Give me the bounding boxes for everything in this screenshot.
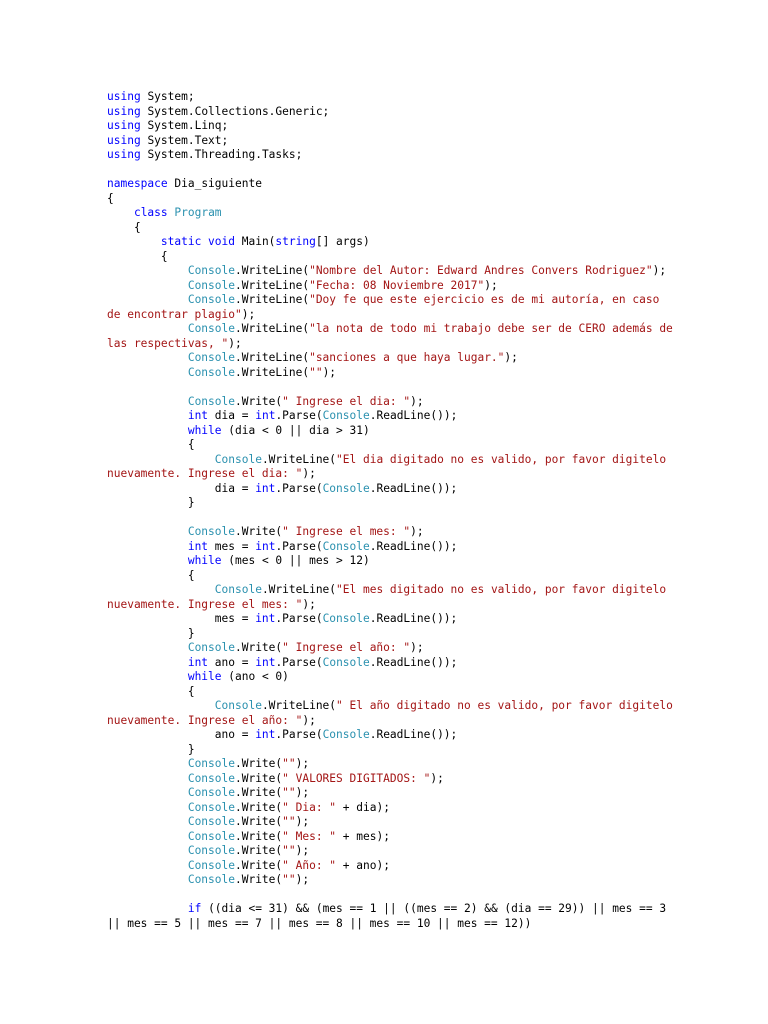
code-text (107, 757, 188, 770)
code-text: ); (241, 307, 256, 321)
code-type: Console (187, 757, 235, 770)
code-string: " Dia: " (282, 800, 337, 814)
code-keyword: using (107, 148, 141, 161)
code-text: .Write( (234, 800, 283, 814)
code-text: .WriteLine( (261, 452, 337, 466)
code-type: Console (187, 322, 235, 335)
code-line (107, 873, 667, 888)
code-text: || mes == 5 || mes == 7 || mes == 8 || mes == 10 || mes == 12)) (107, 916, 532, 930)
code-type: Console (187, 800, 235, 814)
code-string: "" (282, 844, 296, 857)
code-keyword: int (255, 655, 276, 669)
code-type: Console (187, 278, 235, 292)
code-string: de encontrar plagio" (107, 307, 242, 321)
code-keyword: namespace (107, 177, 168, 190)
code-text: .Parse( (275, 612, 323, 625)
code-type: Console (187, 351, 235, 364)
code-text: (mes < 0 || mes > 12) (228, 554, 370, 567)
code-type: Console (322, 481, 370, 495)
code-line (107, 424, 667, 439)
code-text: .ReadLine()); (369, 655, 458, 669)
code-line (107, 656, 667, 671)
code-keyword: class (133, 206, 168, 219)
code-line (107, 699, 673, 714)
code-text: .ReadLine()); (369, 539, 458, 553)
code-type: Program (174, 206, 222, 219)
code-line (107, 757, 667, 772)
code-text: .Parse( (275, 539, 323, 553)
code-string: "Nombre del Autor: Edward Andres Convers Rodriguez" (309, 264, 653, 277)
code-line (107, 496, 667, 511)
code-line (107, 685, 667, 700)
code-type: Console (322, 539, 370, 553)
code-line (107, 786, 667, 801)
code-line (107, 612, 667, 627)
code-text (107, 699, 215, 712)
code-line (107, 453, 667, 468)
code-line (107, 177, 667, 192)
code-string: "" (282, 873, 296, 886)
code-text: ); (295, 815, 310, 828)
code-text: mes = (214, 539, 256, 553)
code-text: ); (410, 394, 424, 408)
code-text: .Write( (234, 873, 283, 886)
code-text: ano = (214, 655, 256, 669)
code-string: las respectivas, " (107, 336, 229, 350)
code-text: .Write( (234, 844, 283, 857)
code-type: Console (187, 365, 235, 379)
code-text: .WriteLine( (234, 278, 310, 292)
code-type: Console (187, 293, 235, 306)
code-string: nuevamente. Ingrese el año: " (107, 713, 303, 727)
code-line (107, 569, 667, 584)
code-line (107, 801, 667, 816)
code-text (107, 815, 188, 828)
code-line (107, 351, 667, 366)
code-text: } (107, 742, 195, 756)
code-string: "El dia digitado no es valido, por favor digitelo (336, 452, 667, 466)
code-text (107, 453, 215, 466)
code-line (107, 308, 667, 323)
code-line (107, 670, 667, 685)
code-line (107, 366, 667, 381)
code-text (107, 293, 188, 306)
code-text (107, 525, 188, 538)
code-line (107, 293, 667, 308)
code-string: "Fecha: 08 Noviembre 2017" (309, 278, 485, 292)
code-text: ano = (107, 728, 256, 741)
code-text: } (107, 496, 195, 509)
code-text: (dia < 0 || dia > 31) (228, 423, 370, 437)
code-text: .Write( (234, 641, 283, 654)
code-line (107, 540, 667, 555)
code-text (107, 830, 188, 843)
code-string: "la nota de todo mi trabajo debe ser de CERO además de (309, 322, 673, 335)
code-string: " VALORES DIGITADOS: " (282, 771, 431, 785)
code-line (107, 627, 667, 642)
code-type: Console (322, 728, 370, 741)
code-string: "El mes digitado no es valido, por favor digitelo (336, 583, 667, 596)
code-text (107, 424, 188, 437)
code-text: .WriteLine( (261, 699, 337, 712)
code-text: .Write( (234, 757, 283, 770)
code-text: .Write( (234, 771, 283, 785)
code-text: System.Linq; (147, 119, 229, 132)
code-line (107, 772, 667, 787)
code-text (107, 351, 188, 364)
code-string: " Mes: " (282, 829, 337, 843)
code-text (107, 670, 188, 683)
code-text (107, 844, 188, 857)
code-text: ); (295, 844, 310, 857)
code-line (107, 90, 667, 105)
code-text: System.Threading.Tasks; (147, 148, 303, 161)
code-text: .WriteLine( (261, 583, 337, 596)
code-text (107, 902, 188, 915)
code-line (107, 163, 667, 178)
code-line (107, 322, 673, 337)
code-text (107, 656, 188, 669)
code-text: dia = (214, 409, 256, 422)
code-line (107, 395, 667, 410)
code-text: } (107, 626, 195, 640)
code-text (107, 583, 215, 596)
code-keyword: int (255, 728, 276, 741)
code-keyword: using (107, 104, 141, 118)
code-keyword: int (187, 539, 209, 553)
code-line (107, 859, 667, 874)
code-type: Console (187, 525, 235, 538)
code-text: ); (295, 873, 310, 886)
code-string: " El año digitado no es valido, por favor digitelo (336, 699, 673, 712)
code-text: ); (295, 757, 310, 770)
code-type: Console (214, 583, 262, 596)
code-string: "" (282, 786, 296, 799)
code-text: + ano); (342, 858, 390, 872)
code-text (107, 322, 188, 335)
code-text: dia = (107, 481, 256, 495)
code-text: System.Text; (147, 133, 229, 147)
code-text (107, 395, 188, 408)
code-type: Console (187, 829, 235, 843)
code-line (107, 888, 667, 903)
code-type: Console (214, 452, 262, 466)
code-line (107, 409, 667, 424)
code-line (107, 714, 667, 729)
code-string: " Ingrese el dia: " (282, 394, 411, 408)
code-text (107, 235, 161, 248)
code-line (107, 206, 667, 221)
code-keyword: while (187, 423, 222, 437)
code-text: ); (302, 467, 316, 480)
code-line (107, 337, 667, 352)
code-type: Console (214, 699, 262, 712)
code-text: Dia_siguiente (174, 177, 262, 190)
code-string: "" (309, 365, 323, 379)
code-line (107, 192, 667, 207)
code-text: .ReadLine()); (369, 481, 458, 495)
code-text: .Write( (234, 858, 283, 872)
code-text (107, 206, 134, 219)
code-text: .Parse( (275, 655, 323, 669)
code-text: ); (322, 365, 337, 379)
code-line (107, 264, 667, 279)
code-text: ); (302, 713, 316, 727)
code-type: Console (322, 409, 370, 422)
code-text (107, 264, 188, 277)
code-text (107, 554, 188, 567)
code-string: nuevamente. Ingrese el mes: " (107, 597, 303, 611)
code-line (107, 511, 667, 526)
code-line (107, 815, 667, 830)
code-text: System; (147, 90, 195, 103)
code-text: .Write( (234, 815, 283, 828)
code-line (107, 250, 667, 265)
code-text: .WriteLine( (234, 365, 310, 379)
code-keyword: while (187, 670, 222, 683)
code-type: Console (187, 844, 235, 857)
code-text: ); (295, 786, 310, 799)
code-string: "Doy fe que este ejercicio es de mi autoría, en caso (309, 293, 660, 306)
code-type: Console (322, 612, 370, 625)
code-text: ((dia <= 31) && (mes == 1 || ((mes == 2) && (dia == 29)) || mes == 3 (208, 902, 667, 915)
code-text (107, 409, 188, 422)
code-keyword: if (187, 902, 202, 915)
code-text: ); (484, 278, 498, 292)
code-type: Console (187, 873, 235, 886)
code-text (107, 279, 188, 292)
code-type: Console (187, 858, 235, 872)
code-text: + dia); (342, 800, 390, 814)
code-text: { (107, 249, 168, 263)
code-line (107, 380, 667, 395)
code-text: ); (410, 525, 424, 538)
code-keyword: int (187, 655, 209, 669)
code-line (107, 844, 667, 859)
code-line (107, 148, 667, 163)
code-text: .Parse( (275, 409, 323, 422)
code-text: .Parse( (275, 481, 323, 495)
code-line (107, 598, 667, 613)
code-line (107, 525, 667, 540)
code-text (107, 540, 188, 553)
code-type: Console (187, 641, 235, 654)
code-keyword: while (187, 554, 222, 567)
code-text: { (107, 684, 195, 698)
code-text: + mes); (342, 829, 390, 843)
code-text: ); (302, 597, 316, 611)
code-text: [] args) (315, 235, 370, 248)
code-text: .Write( (234, 829, 283, 843)
code-line (107, 917, 667, 932)
code-text: (ano < 0) (228, 670, 289, 683)
code-line (107, 438, 667, 453)
code-text: ); (652, 264, 667, 277)
code-type: Console (187, 771, 235, 785)
code-text: .Write( (234, 786, 283, 799)
code-text: ); (430, 771, 444, 785)
code-text: { (107, 220, 141, 234)
code-line (107, 554, 667, 569)
code-type: Console (187, 394, 235, 408)
code-text: .ReadLine()); (369, 728, 458, 741)
code-keyword: int (255, 539, 276, 553)
code-text: mes = (107, 612, 256, 625)
code-keyword: int (255, 409, 276, 422)
code-text: { (107, 568, 195, 582)
code-text (107, 641, 188, 654)
code-type: Console (187, 786, 235, 799)
code-line (107, 134, 667, 149)
code-string: "" (282, 815, 296, 828)
code-string: " Ingrese el mes: " (282, 525, 411, 538)
code-line (107, 743, 667, 758)
code-text (107, 786, 188, 799)
code-text: .Write( (234, 525, 283, 538)
code-text: ); (410, 641, 424, 654)
code-keyword: using (107, 133, 141, 147)
code-line (107, 641, 667, 656)
code-text (107, 772, 188, 785)
code-string: "sanciones a que haya lugar." (309, 351, 505, 364)
code-block (107, 90, 673, 931)
code-keyword: int (255, 612, 276, 625)
code-text: ); (228, 336, 242, 350)
code-text: ); (504, 351, 518, 364)
code-keyword: int (187, 409, 209, 422)
code-text: Main( (241, 235, 276, 248)
code-type: Console (322, 655, 370, 669)
code-line (107, 235, 667, 250)
code-text: .Write( (234, 394, 283, 408)
code-keyword: int (255, 481, 276, 495)
code-line (107, 119, 667, 134)
code-line (107, 221, 667, 236)
code-line (107, 902, 667, 917)
code-text: .Parse( (275, 728, 323, 741)
code-text: System.Collections.Generic; (147, 104, 330, 118)
code-keyword: using (107, 90, 141, 103)
code-text: .WriteLine( (234, 322, 310, 335)
code-line (107, 279, 667, 294)
code-text (107, 873, 188, 886)
code-string: " Ingrese el año: " (282, 641, 411, 654)
code-keyword: static void (160, 235, 235, 248)
code-text (107, 366, 188, 379)
code-line (107, 467, 667, 482)
code-text: .ReadLine()); (369, 612, 458, 625)
code-text: .WriteLine( (234, 293, 310, 306)
code-line (107, 105, 667, 120)
code-line (107, 482, 667, 497)
code-line (107, 728, 667, 743)
code-line (107, 583, 667, 598)
code-text: .WriteLine( (234, 264, 310, 277)
code-line (107, 830, 667, 845)
code-text: { (107, 191, 114, 205)
code-keyword: string (275, 235, 316, 248)
code-type: Console (187, 264, 235, 277)
code-keyword: using (107, 119, 141, 132)
code-string: "" (282, 757, 296, 770)
code-text: .ReadLine()); (369, 409, 458, 422)
code-type: Console (187, 815, 235, 828)
code-text (107, 801, 188, 814)
code-text: .WriteLine( (234, 351, 310, 364)
code-string: " Año: " (282, 858, 337, 872)
code-string: nuevamente. Ingrese el dia: " (107, 467, 303, 480)
code-text: { (107, 438, 195, 451)
code-text (107, 859, 188, 872)
